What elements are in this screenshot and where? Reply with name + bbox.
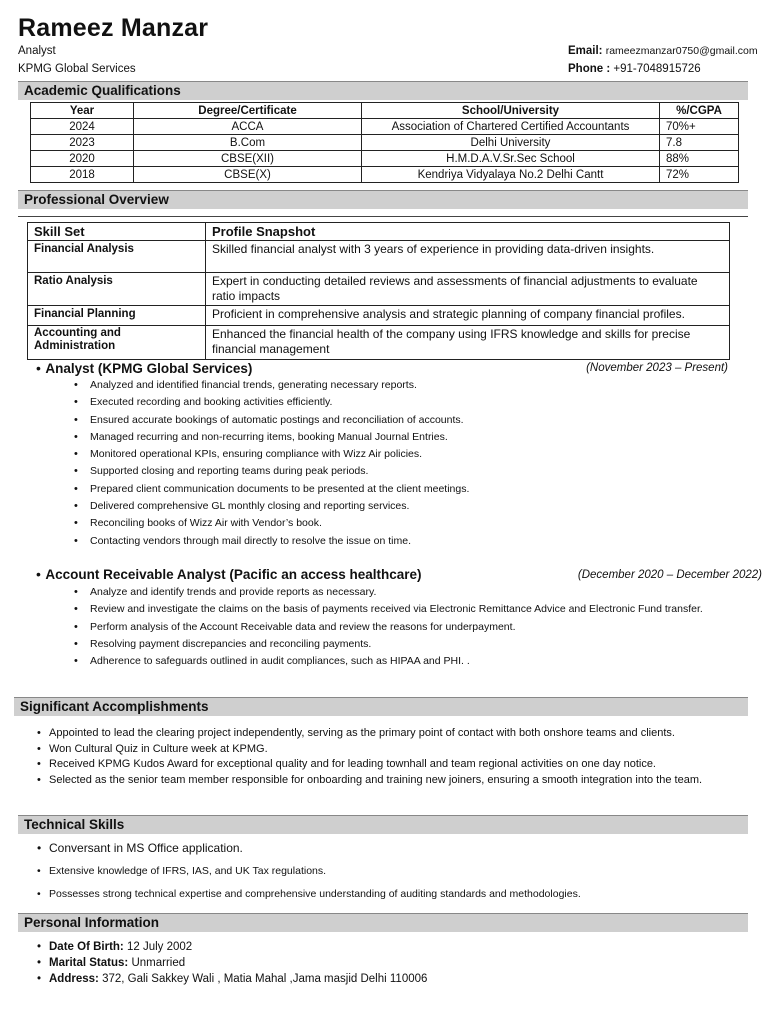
col-header-skill-set: Skill Set bbox=[28, 223, 206, 241]
skill-name: Accounting and Administration bbox=[28, 326, 206, 360]
cell-school: Kendriya Vidyalaya No.2 Delhi Cantt bbox=[362, 167, 660, 183]
skill-description: Skilled financial analyst with 3 years of experience in providing data-driven insights. bbox=[206, 241, 730, 273]
cell-school: H.M.D.A.V.Sr.Sec School bbox=[362, 151, 660, 167]
list-item: • Supported closing and reporting teams during peak periods. bbox=[70, 463, 750, 480]
table-row bbox=[31, 151, 739, 167]
cell-cgpa: 7.8 bbox=[660, 135, 739, 151]
dob-line: • Date Of Birth: 12 July 2002 bbox=[37, 941, 193, 953]
cell-school: Association of Chartered Certified Accountants bbox=[362, 119, 660, 135]
candidate-company: KPMG Global Services bbox=[18, 63, 136, 75]
job-date: (November 2023 – Present) bbox=[586, 362, 728, 374]
list-item: • Appointed to lead the clearing project independently, serving as the primary point of contact with both onshore teams and clients. bbox=[37, 726, 762, 742]
dob-value: 12 July 2002 bbox=[126, 941, 193, 953]
cell-cgpa: 70%+ bbox=[660, 119, 739, 135]
list-item: • Contacting vendors through mail directly to resolve the issue on time. bbox=[70, 533, 750, 550]
list-item: • Possesses strong technical expertise and comprehensive understanding of auditing standards and methodologies. bbox=[37, 888, 581, 900]
col-header-degree: Degree/Certificate bbox=[134, 103, 362, 119]
list-item: • Prepared client communication documents to be presented at the client meetings. bbox=[70, 481, 750, 498]
col-header-school: School/University bbox=[362, 103, 660, 119]
personal-info bbox=[37, 939, 747, 987]
job-title: Analyst (KPMG Global Services) bbox=[45, 361, 253, 376]
job-heading: • Account Receivable Analyst (Pacific an access healthcare) bbox=[36, 566, 422, 582]
cell-year: 2024 bbox=[31, 119, 134, 135]
list-item: • Won Cultural Quiz in Culture week at KPMG. bbox=[37, 742, 762, 758]
job-responsibilities bbox=[70, 377, 750, 550]
list-item: • Managed recurring and non-recurring items, booking Manual Journal Entries. bbox=[70, 429, 750, 446]
cell-year: 2023 bbox=[31, 135, 134, 151]
list-item: • Adherence to safeguards outlined in audit compliances, such as HIPAA and PHI. . bbox=[70, 653, 764, 670]
skill-name: Financial Planning bbox=[28, 306, 206, 326]
skill-name: Financial Analysis bbox=[28, 241, 206, 273]
job-title: Account Receivable Analyst (Pacific an access healthcare) bbox=[45, 567, 422, 582]
address-line: • Address: 372, Gali Sakkey Wali , Matia Mahal ,Jama masjid Delhi 110006 bbox=[37, 973, 428, 985]
cell-school: Delhi University bbox=[362, 135, 660, 151]
table-row bbox=[31, 135, 739, 151]
job-responsibilities bbox=[70, 584, 764, 670]
table-row bbox=[31, 119, 739, 135]
academic-table bbox=[30, 102, 739, 183]
job-heading: • Analyst (KPMG Global Services) bbox=[36, 360, 253, 376]
skill-description: Enhanced the financial health of the company using IFRS knowledge and skills for precise financial management bbox=[206, 326, 730, 360]
col-header-year: Year bbox=[31, 103, 134, 119]
skill-description: Expert in conducting detailed reviews and assessments of financial adjustments to evaluate ratio impacts bbox=[206, 273, 730, 306]
col-header-profile-snapshot: Profile Snapshot bbox=[206, 223, 730, 241]
academic-header-row bbox=[31, 103, 739, 119]
marital-line: • Marital Status: Unmarried bbox=[37, 957, 186, 969]
phone-line bbox=[568, 63, 701, 75]
list-item: • Received KPMG Kudos Award for exceptional quality and for leading townhall and team regional activities on one day notice. bbox=[37, 757, 762, 773]
cell-degree: B.Com bbox=[134, 135, 362, 151]
cell-cgpa: 72% bbox=[660, 167, 739, 183]
cell-degree: ACCA bbox=[134, 119, 362, 135]
section-divider bbox=[18, 216, 748, 217]
list-item: • Monitored operational KPIs, ensuring compliance with Wizz Air policies. bbox=[70, 446, 750, 463]
list-item: • Conversant in MS Office application. bbox=[37, 841, 243, 855]
accomplishments-section-title: Significant Accomplishments bbox=[14, 697, 748, 716]
list-item: • Analyze and identify trends and provide reports as necessary. bbox=[70, 584, 764, 601]
col-header-cgpa: %/CGPA bbox=[660, 103, 739, 119]
list-item: • Ensured accurate bookings of automatic postings and reconciliation of accounts. bbox=[70, 412, 750, 429]
table-row bbox=[28, 306, 730, 326]
phone-label: Phone : bbox=[568, 63, 611, 75]
dob-label: Date Of Birth: bbox=[49, 941, 124, 953]
academic-section-title: Academic Qualifications bbox=[18, 81, 748, 100]
cell-degree: CBSE(XII) bbox=[134, 151, 362, 167]
list-item: • Delivered comprehensive GL monthly closing and reporting services. bbox=[70, 498, 750, 515]
list-item: • Extensive knowledge of IFRS, IAS, and UK Tax regulations. bbox=[37, 865, 327, 877]
list-item: • Selected as the senior team member responsible for onboarding and training new joiners, ensuring a smooth integration into the team. bbox=[37, 773, 762, 789]
personal-section-title: Personal Information bbox=[18, 913, 748, 932]
email-label: Email: bbox=[568, 45, 603, 57]
cell-year: 2020 bbox=[31, 151, 134, 167]
table-row bbox=[28, 241, 730, 273]
list-item: • Analyzed and identified financial trends, generating necessary reports. bbox=[70, 377, 750, 394]
table-row bbox=[28, 273, 730, 306]
professional-section-title: Professional Overview bbox=[18, 190, 748, 209]
table-row bbox=[31, 167, 739, 183]
candidate-role: Analyst bbox=[18, 45, 56, 57]
technical-list bbox=[37, 840, 747, 902]
skill-name: Ratio Analysis bbox=[28, 273, 206, 306]
phone-value: +91-7048915726 bbox=[613, 63, 701, 75]
list-item: • Reconciling books of Wizz Air with Vendor’s book. bbox=[70, 515, 750, 532]
email-value[interactable]: rameezmanzar0750@gmail.com bbox=[605, 45, 758, 57]
technical-section-title: Technical Skills bbox=[18, 815, 748, 834]
cell-cgpa: 88% bbox=[660, 151, 739, 167]
email-line bbox=[568, 45, 758, 57]
skills-header-row bbox=[28, 223, 730, 241]
skills-table bbox=[27, 222, 730, 360]
marital-value: Unmarried bbox=[131, 957, 186, 969]
job-date: (December 2020 – December 2022) bbox=[577, 569, 762, 581]
skill-description: Proficient in comprehensive analysis and strategic planning of company financial profiles. bbox=[206, 306, 730, 326]
accomplishments-list bbox=[37, 726, 762, 789]
table-row bbox=[28, 326, 730, 360]
address-value: 372, Gali Sakkey Wali , Matia Mahal ,Jama masjid Delhi 110006 bbox=[102, 973, 428, 985]
cell-degree: CBSE(X) bbox=[134, 167, 362, 183]
marital-label: Marital Status: bbox=[49, 957, 129, 969]
list-item: • Resolving payment discrepancies and reconciling payments. bbox=[70, 636, 764, 653]
list-item: • Perform analysis of the Account Receivable data and review the reasons for underpayment. bbox=[70, 619, 764, 636]
cell-year: 2018 bbox=[31, 167, 134, 183]
list-item: • Executed recording and booking activities efficiently. bbox=[70, 394, 750, 411]
candidate-name: Rameez Manzar bbox=[18, 14, 209, 42]
address-label: Address: bbox=[49, 973, 99, 985]
list-item: • Review and investigate the claims on the basis of payments received via Electronic Remittance Advice and Electronic Fund transfer. bbox=[70, 601, 764, 618]
